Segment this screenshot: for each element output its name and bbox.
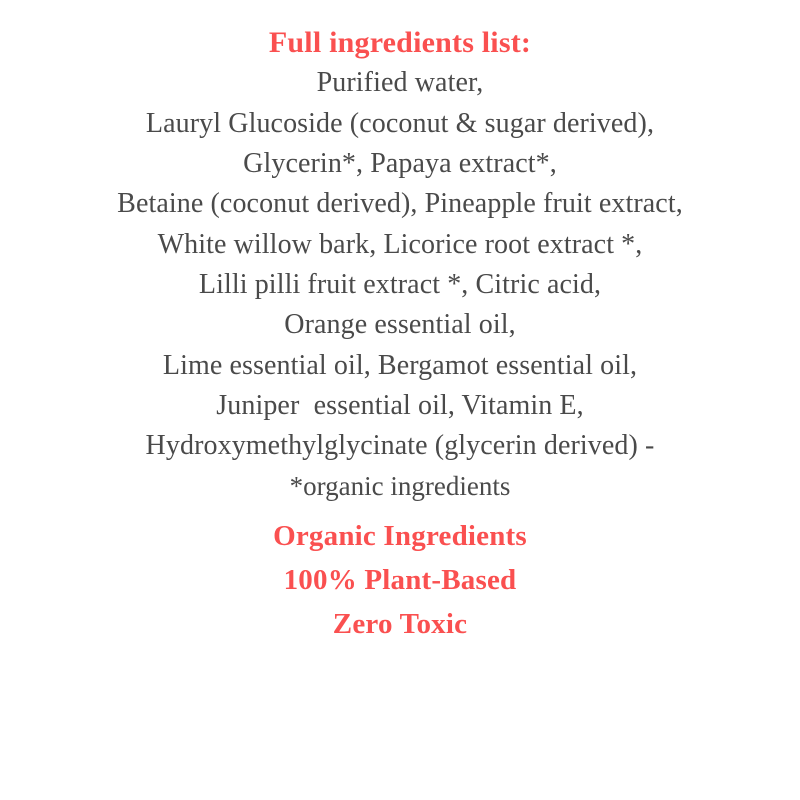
ingredient-line: Orange essential oil, [284, 309, 516, 341]
ingredient-line: Purified water, [316, 67, 484, 99]
claim-organic-ingredients: Organic Ingredients [273, 519, 527, 552]
claims-group [273, 514, 527, 646]
ingredient-line: Lilli pilli fruit extract *, Citric acid, [198, 268, 602, 300]
ingredient-line: White willow bark, Licorice root extract *, [157, 228, 643, 260]
claim-zero-toxic: Zero Toxic [332, 607, 468, 640]
ingredient-line: Lime essential oil, Bergamot essential oil, [162, 349, 638, 381]
claim-plant-based: 100% Plant-Based [283, 563, 517, 596]
ingredient-line: Lauryl Glucoside (coconut & sugar derived), [145, 107, 655, 139]
ingredient-line: Juniper essential oil, Vitamin E, [216, 389, 584, 421]
organic-footnote: *organic ingredients [289, 470, 511, 501]
ingredient-line: Hydroxymethylglycinate (glycerin derived) - [145, 430, 655, 462]
ingredient-line: Glycerin*, Papaya extract*, [243, 148, 557, 180]
page-title: Full ingredients list: [268, 26, 532, 59]
ingredient-line: Betaine (coconut derived), Pineapple fruit extract, [117, 188, 683, 220]
